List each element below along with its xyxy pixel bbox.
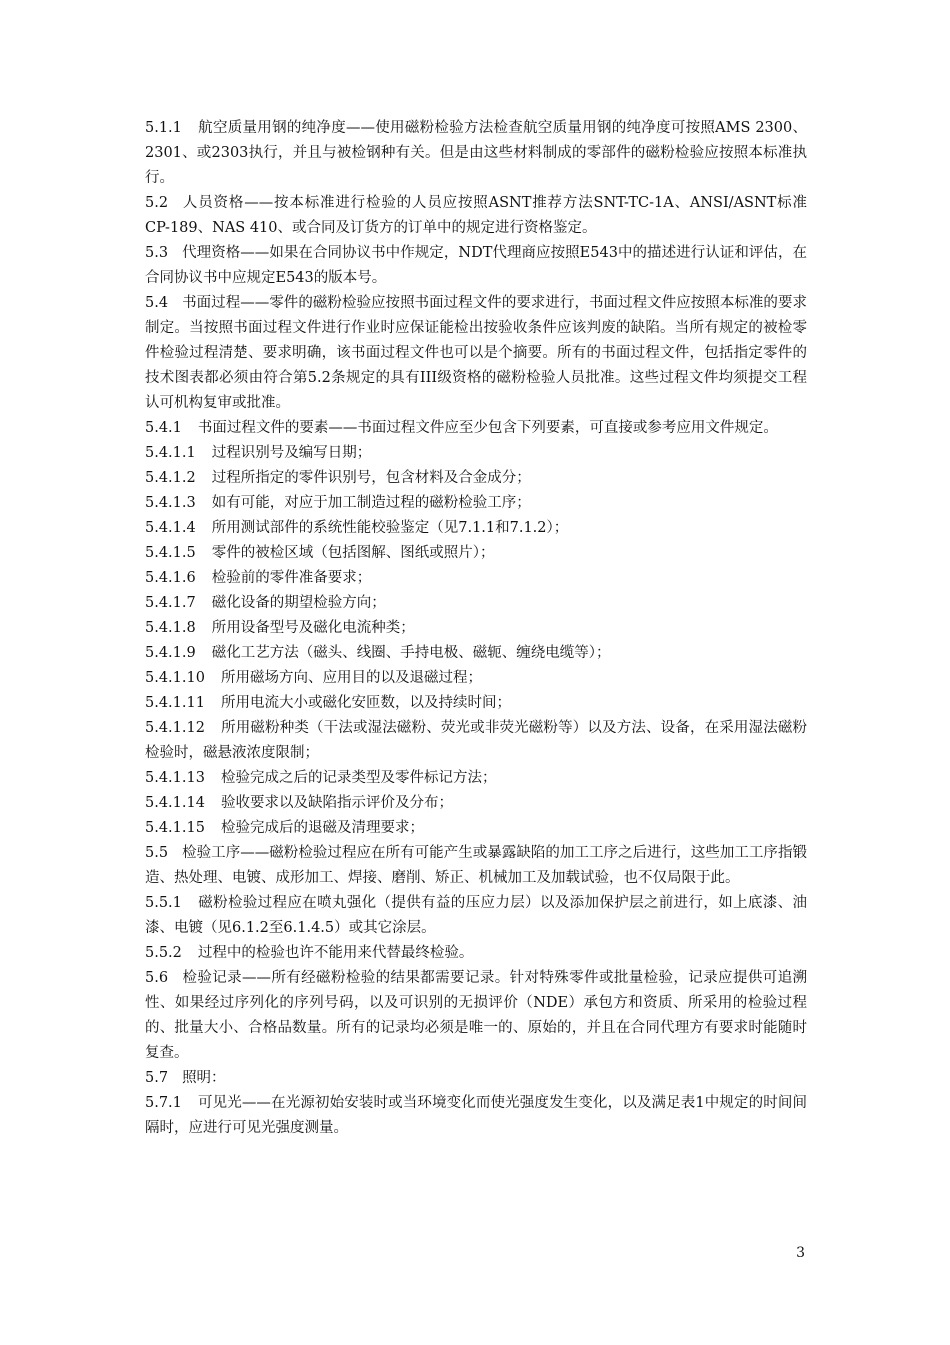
section-number: 5.1.1 — [145, 120, 182, 136]
section-text: 过程所指定的零件识别号，包含材料及合金成分； — [211, 470, 531, 486]
section-paragraph — [145, 791, 807, 816]
section-paragraph — [145, 1066, 807, 1091]
section-number: 5.4.1.12 — [145, 720, 205, 736]
section-number: 5.4.1 — [145, 420, 182, 436]
section-text: 过程中的检验也许不能用来代替最终检验。 — [197, 945, 474, 961]
section-text: 检验完成之后的记录类型及零件标记方法； — [220, 770, 497, 786]
section-number: 5.5.2 — [145, 945, 182, 961]
section-number: 5.4.1.1 — [145, 445, 196, 461]
section-number: 5.4.1.11 — [145, 695, 205, 711]
page-number: 3 — [796, 1245, 805, 1261]
section-text: 检验前的零件准备要求； — [211, 570, 372, 586]
section-number: 5.4.1.3 — [145, 495, 196, 511]
section-paragraph — [145, 291, 807, 416]
section-number: 5.4.1.2 — [145, 470, 196, 486]
section-paragraph — [145, 591, 807, 616]
section-text: 所用设备型号及磁化电流种类； — [211, 620, 415, 636]
section-paragraph — [145, 116, 807, 191]
section-paragraph — [145, 641, 807, 666]
section-paragraph — [145, 816, 807, 841]
section-number: 5.6 — [145, 970, 169, 986]
section-number: 5.4.1.9 — [145, 645, 196, 661]
section-paragraph — [145, 441, 807, 466]
section-paragraph — [145, 766, 807, 791]
section-text: 检验完成后的退磁及清理要求； — [220, 820, 424, 836]
document-body — [145, 116, 807, 1141]
section-text: 所用磁粉种类（干法或湿法磁粉、荧光或非荧光磁粉等）以及方法、设备，在采用湿法磁粉检验时，磁悬液浓度限制； — [145, 720, 807, 761]
section-text: 检验记录——所有经磁粉检验的结果都需要记录。针对特殊零件或批量检验，记录应提供可追溯性、如果经过序列化的序列号码，以及可识别的无损评价（NDE）承包方和资质、所采用的检验过程的、批量大小、合格品数量。所有的记录均必须是唯一的、原始的，并且在合同代理方有要求时能随时复查。 — [145, 970, 807, 1061]
section-number: 5.3 — [145, 245, 169, 261]
section-paragraph — [145, 841, 807, 891]
section-text: 所用电流大小或磁化安匝数，以及持续时间； — [220, 695, 511, 711]
section-text: 代理资格——如果在合同协议书中作规定，NDT代理商应按照E543中的描述进行认证和评估，在合同协议书中应规定E543的版本号。 — [145, 245, 807, 286]
section-number: 5.4.1.14 — [145, 795, 205, 811]
section-text: 书面过程——零件的磁粉检验应按照书面过程文件的要求进行，书面过程文件应按照本标准的要求制定。当按照书面过程文件进行作业时应保证能检出按验收条件应该判废的缺陷。当所有规定的被检零件检验过程清楚、要求明确，该书面过程文件也可以是个摘要。所有的书面过程文件，包括指定零件的技术图表都必须由符合第5.2条规定的具有III级资格的磁粉检验人员批准。这些过程文件均须提交工程认可机构复审或批准。 — [145, 295, 807, 411]
section-number: 5.4 — [145, 295, 169, 311]
section-text: 验收要求以及缺陷指示评价及分布； — [220, 795, 453, 811]
section-text: 零件的被检区域（包括图解、图纸或照片）； — [211, 545, 495, 561]
section-text: 检验工序——磁粉检验过程应在所有可能产生或暴露缺陷的加工工序之后进行，这些加工工序指锻造、热处理、电镀、成形加工、焊接、磨削、矫正、机械加工及加载试验，也不仅局限于此。 — [145, 845, 807, 886]
section-paragraph — [145, 691, 807, 716]
section-number: 5.4.1.5 — [145, 545, 196, 561]
section-text: 如有可能，对应于加工制造过程的磁粉检验工序； — [211, 495, 531, 511]
section-paragraph — [145, 241, 807, 291]
section-paragraph — [145, 541, 807, 566]
section-text: 书面过程文件的要素——书面过程文件应至少包含下列要素，可直接或参考应用文件规定。 — [197, 420, 778, 436]
section-number: 5.5.1 — [145, 895, 182, 911]
section-paragraph — [145, 941, 807, 966]
section-paragraph — [145, 416, 807, 441]
section-text: 过程识别号及编写日期； — [211, 445, 372, 461]
section-paragraph — [145, 191, 807, 241]
section-text: 可见光——在光源初始安装时或当环境变化而使光强度发生变化，以及满足表1中规定的时间间隔时，应进行可见光强度测量。 — [145, 1095, 807, 1136]
section-paragraph — [145, 466, 807, 491]
section-number: 5.7.1 — [145, 1095, 182, 1111]
section-text: 磁化设备的期望检验方向； — [211, 595, 386, 611]
section-number: 5.7 — [145, 1070, 169, 1086]
section-number: 5.2 — [145, 195, 169, 211]
section-number: 5.4.1.7 — [145, 595, 196, 611]
section-paragraph — [145, 516, 807, 541]
section-number: 5.4.1.4 — [145, 520, 196, 536]
section-number: 5.4.1.6 — [145, 570, 196, 586]
section-number: 5.4.1.13 — [145, 770, 205, 786]
section-paragraph — [145, 891, 807, 941]
section-paragraph — [145, 616, 807, 641]
section-paragraph — [145, 716, 807, 766]
section-paragraph — [145, 491, 807, 516]
section-number: 5.4.1.15 — [145, 820, 205, 836]
section-paragraph — [145, 1091, 807, 1141]
section-paragraph — [145, 666, 807, 691]
section-number: 5.5 — [145, 845, 169, 861]
section-paragraph — [145, 966, 807, 1066]
section-text: 所用磁场方向、应用目的以及退磁过程； — [220, 670, 482, 686]
section-text: 航空质量用钢的纯净度——使用磁粉检验方法检查航空质量用钢的纯净度可按照AMS 2300、2301、或2303执行，并且与被检钢种有关。但是由这些材料制成的零部件的磁粉检验应按照本标准执行。 — [145, 120, 807, 186]
section-paragraph — [145, 566, 807, 591]
section-text: 磁粉检验过程应在喷丸强化（提供有益的压应力层）以及添加保护层之前进行，如上底漆、油漆、电镀（见6.1.2至6.1.4.5）或其它涂层。 — [145, 895, 807, 936]
section-text: 所用测试部件的系统性能校验鉴定（见7.1.1和7.1.2）； — [211, 520, 569, 536]
section-number: 5.4.1.10 — [145, 670, 205, 686]
section-text: 照明： — [182, 1070, 226, 1086]
section-text: 磁化工艺方法（磁头、线圈、手持电极、磁轭、缠绕电缆等）； — [211, 645, 611, 661]
section-text: 人员资格——按本标准进行检验的人员应按照ASNT推荐方法SNT-TC-1A、ANSI/ASNT标准CP-189、NAS 410、或合同及订货方的订单中的规定进行资格鉴定。 — [145, 195, 807, 236]
section-number: 5.4.1.8 — [145, 620, 196, 636]
